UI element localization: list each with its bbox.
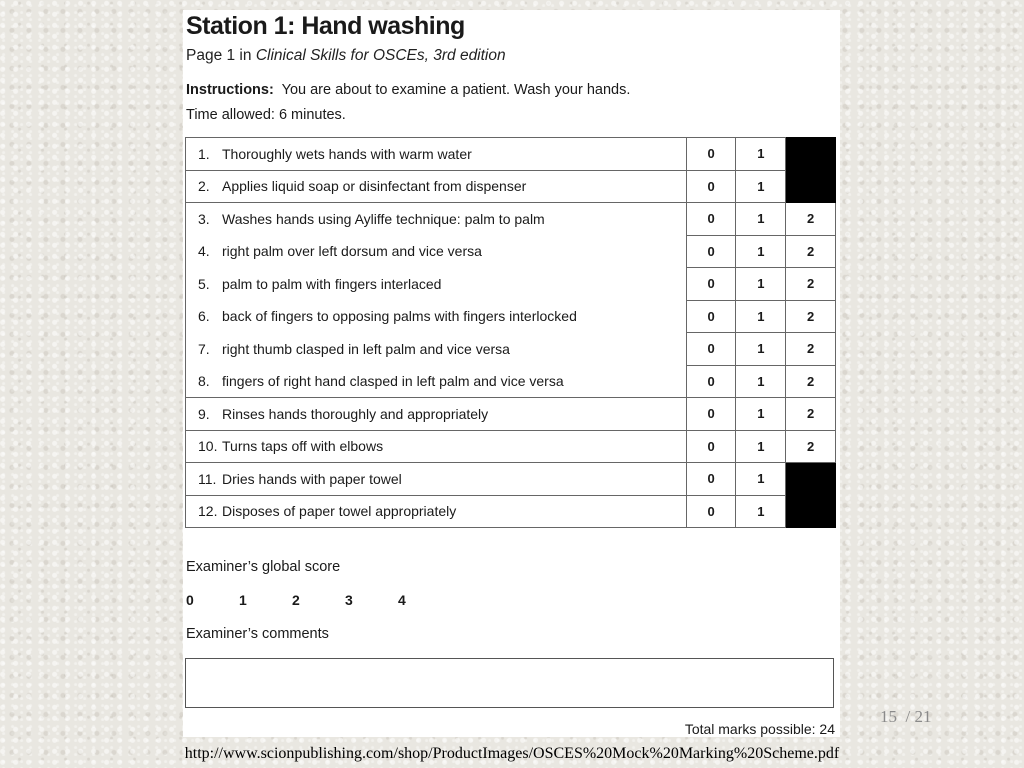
item-text: right palm over left dorsum and vice versa	[222, 243, 482, 260]
marking-scheme-page	[183, 10, 840, 737]
blocked-score-cell	[786, 463, 836, 496]
score-1-cell: 1	[736, 203, 786, 236]
score-1-cell: 1	[736, 138, 786, 171]
marking-table	[185, 137, 836, 528]
blocked-score-cell	[786, 170, 836, 203]
item-text: right thumb clasped in left palm and vice versa	[222, 340, 510, 357]
item-number: 11.	[198, 470, 217, 487]
item-number: 4.	[198, 243, 210, 260]
score-1-cell: 1	[736, 300, 786, 333]
item-text: Rinses hands thoroughly and appropriately	[222, 405, 489, 422]
subtitle-prefix: Page 1 in	[186, 47, 256, 64]
score-0-cell: 0	[686, 463, 736, 496]
item-cell	[186, 430, 687, 463]
item-number: 5.	[198, 275, 210, 292]
item-text: fingers of right hand clasped in left palm and vice versa	[222, 373, 564, 389]
score-2-cell: 2	[786, 430, 836, 463]
item-cell	[186, 495, 687, 528]
source-url: http://www.scionpublishing.com/shop/ProductImages/OSCES%20Mock%20Marking%20Scheme.pdf	[184, 745, 840, 762]
table-row	[186, 300, 836, 333]
item-cell	[186, 463, 687, 496]
global-score-options	[186, 592, 451, 608]
global-score-option: 3	[345, 592, 353, 608]
item-number: 6.	[198, 308, 210, 325]
score-2-cell: 2	[786, 203, 836, 236]
score-0-cell: 0	[686, 235, 736, 268]
item-cell	[186, 203, 687, 236]
item-number: 3.	[198, 211, 210, 227]
score-2-cell: 2	[786, 333, 836, 366]
total-slides: / 21	[905, 707, 932, 726]
global-score-option: 2	[292, 592, 300, 608]
item-text: Applies liquid soap or disinfectant from dispenser	[222, 178, 527, 195]
table-row	[186, 365, 836, 398]
current-slide-number: 15	[880, 707, 897, 726]
score-1-cell: 1	[736, 235, 786, 268]
total-marks: Total marks possible: 24	[684, 721, 835, 737]
instructions-label: Instructions:	[186, 82, 274, 98]
score-0-cell: 0	[686, 138, 736, 171]
score-2-cell: 2	[786, 300, 836, 333]
item-number: 2.	[198, 178, 210, 195]
score-1-cell: 1	[736, 463, 786, 496]
score-0-cell: 0	[686, 300, 736, 333]
global-score-label: Examiner’s global score	[186, 559, 341, 575]
score-0-cell: 0	[686, 268, 736, 301]
comments-label: Examiner’s comments	[186, 626, 329, 642]
score-2-cell: 2	[786, 365, 836, 398]
item-text: Washes hands using Ayliffe technique: palm to palm	[222, 211, 545, 227]
item-cell	[186, 268, 687, 301]
item-text: back of fingers to opposing palms with fingers interlocked	[222, 308, 577, 325]
table-row	[186, 170, 836, 203]
score-2-cell: 2	[786, 268, 836, 301]
table-row	[186, 235, 836, 268]
blocked-score-cell	[786, 495, 836, 528]
table-row	[186, 138, 836, 171]
score-1-cell: 1	[736, 268, 786, 301]
item-number: 7.	[198, 340, 210, 357]
page-title: Station 1: Hand washing	[186, 12, 465, 40]
item-text: Turns taps off with elbows	[222, 438, 384, 455]
score-2-cell: 2	[786, 235, 836, 268]
score-0-cell: 0	[686, 203, 736, 236]
item-text: Disposes of paper towel appropriately	[222, 503, 457, 520]
item-cell	[186, 365, 687, 398]
global-score-option: 4	[398, 592, 406, 608]
score-0-cell: 0	[686, 333, 736, 366]
table-row	[186, 398, 836, 431]
item-number: 8.	[198, 373, 210, 389]
book-title: Clinical Skills for OSCEs, 3rd edition	[255, 47, 506, 64]
item-cell	[186, 300, 687, 333]
instructions	[186, 82, 630, 98]
score-0-cell: 0	[686, 170, 736, 203]
score-0-cell: 0	[686, 398, 736, 431]
score-0-cell: 0	[686, 430, 736, 463]
item-text: Dries hands with paper towel	[222, 470, 402, 487]
item-text: Thoroughly wets hands with warm water	[222, 145, 472, 162]
instructions-text: You are about to examine a patient. Wash your hands.	[281, 82, 631, 98]
score-1-cell: 1	[736, 398, 786, 431]
table-row	[186, 495, 836, 528]
item-cell	[186, 333, 687, 366]
item-number: 1.	[198, 145, 210, 162]
item-number: 10.	[198, 438, 218, 455]
comments-box	[185, 658, 834, 708]
item-cell	[186, 398, 687, 431]
score-1-cell: 1	[736, 170, 786, 203]
page-subtitle	[186, 47, 506, 65]
item-number: 12.	[198, 503, 218, 520]
score-2-cell: 2	[786, 398, 836, 431]
global-score-option: 0	[186, 592, 194, 608]
item-cell	[186, 235, 687, 268]
item-cell	[186, 138, 687, 171]
global-score-option: 1	[239, 592, 247, 608]
table-row	[186, 333, 836, 366]
table-row	[186, 268, 836, 301]
score-1-cell: 1	[736, 365, 786, 398]
score-1-cell: 1	[736, 495, 786, 528]
time-allowed: Time allowed: 6 minutes.	[186, 107, 346, 123]
table-row	[186, 430, 836, 463]
blocked-score-cell	[786, 138, 836, 171]
item-number: 9.	[198, 405, 210, 422]
table-row	[186, 203, 836, 236]
score-1-cell: 1	[736, 333, 786, 366]
item-text: palm to palm with fingers interlaced	[222, 275, 442, 292]
score-1-cell: 1	[736, 430, 786, 463]
slide-pager	[880, 707, 931, 727]
table-row	[186, 463, 836, 496]
item-cell	[186, 170, 687, 203]
score-0-cell: 0	[686, 495, 736, 528]
score-0-cell: 0	[686, 365, 736, 398]
